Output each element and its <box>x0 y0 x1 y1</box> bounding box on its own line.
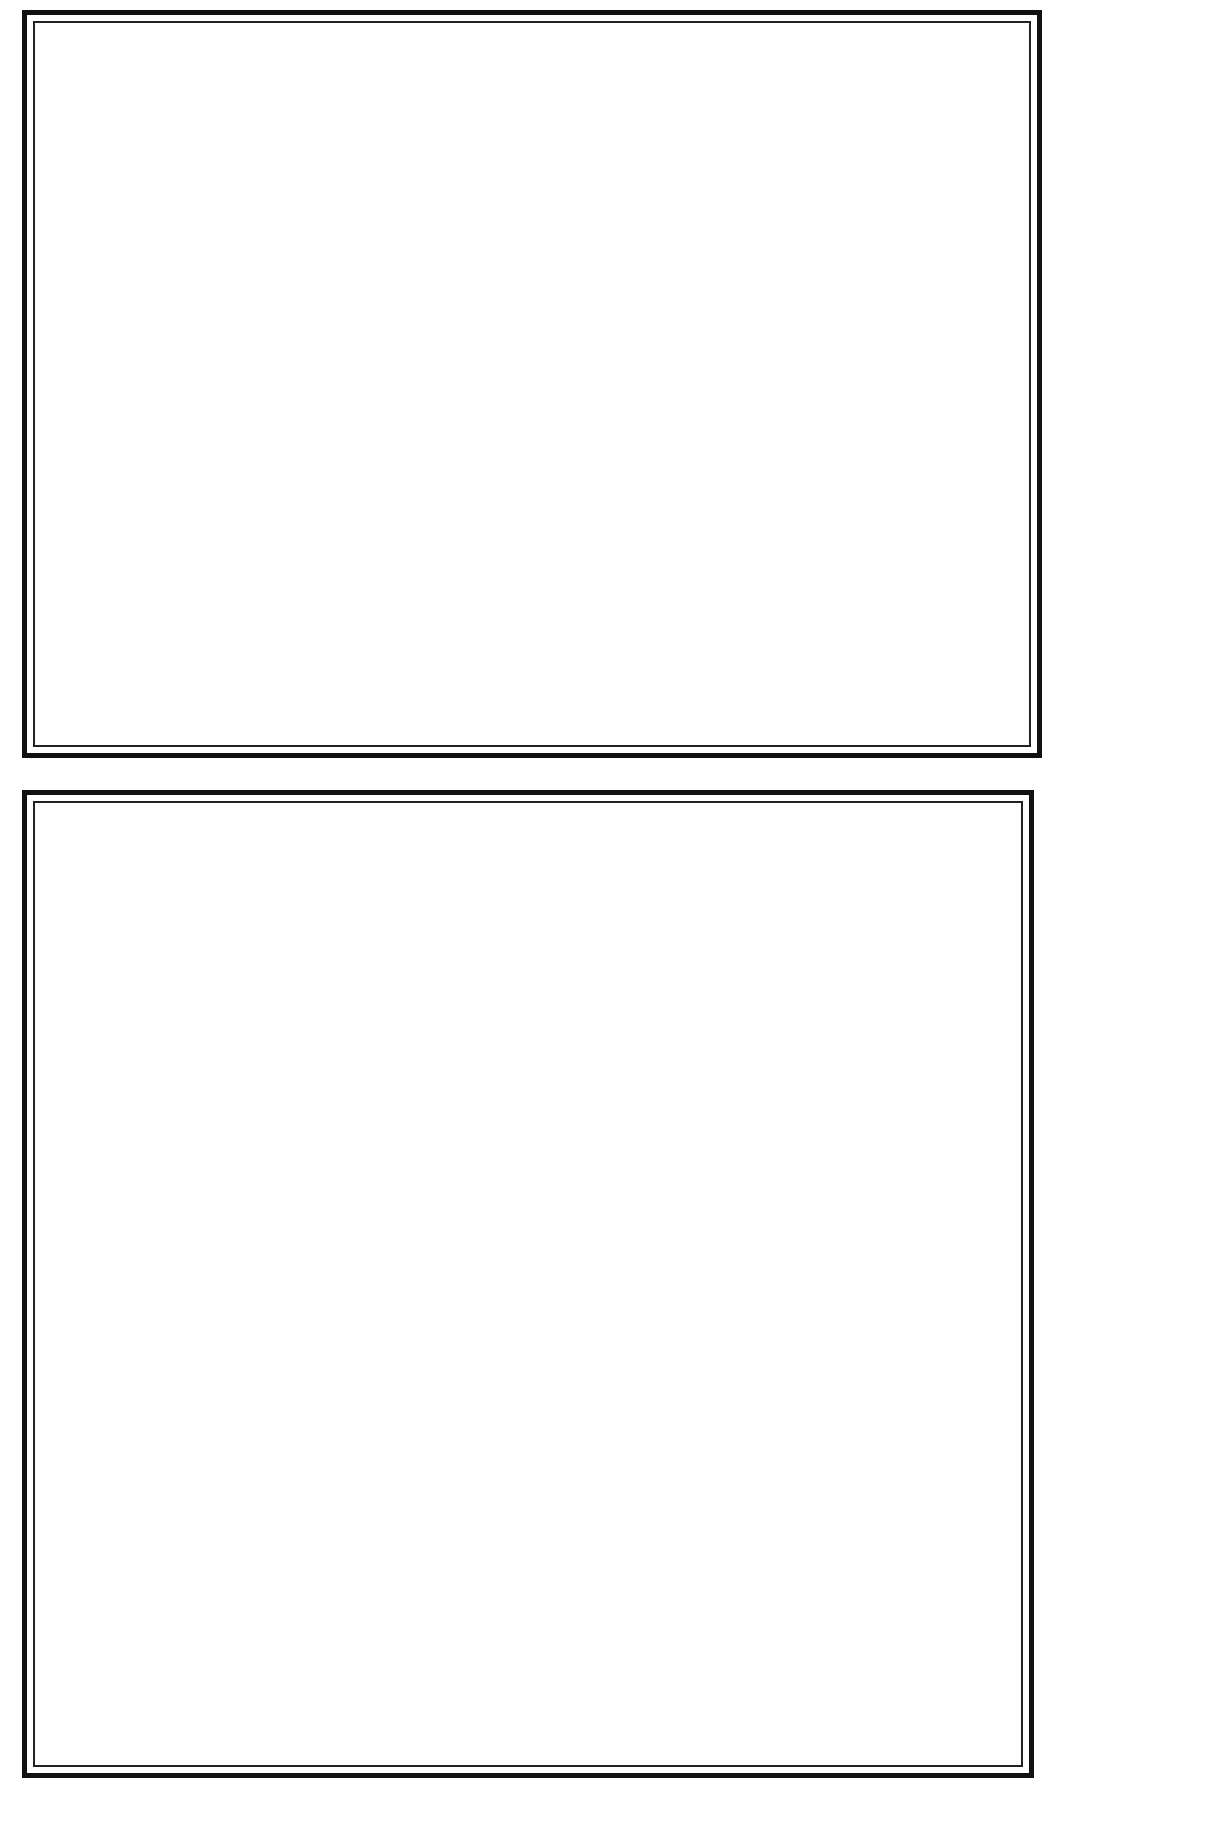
top-page-frame <box>22 10 1042 758</box>
bottom-page-frame <box>22 790 1034 1778</box>
